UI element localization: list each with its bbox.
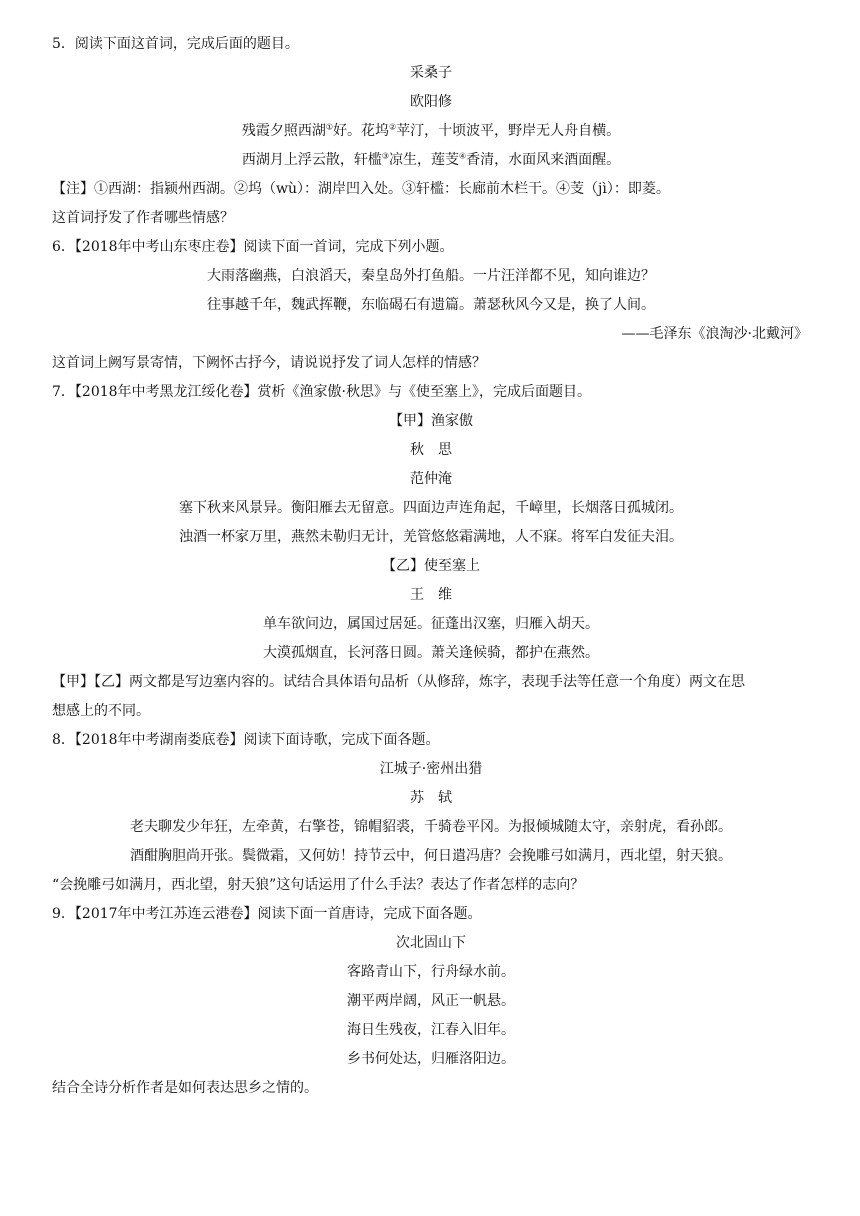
- q7-b-line-1: 单车欲问边，属国过居延。征蓬出汉塞，归雁入胡天。: [263, 616, 599, 632]
- q7-a-line-1: 塞下秋来风景异。衡阳雁去无留意。四面边声连角起，千嶂里，长烟落日孤城闭。: [179, 500, 683, 516]
- q6-question: 这首词上阙写景寄情，下阙怀古抒今，请说说抒发了词人怎样的情感？: [52, 355, 486, 371]
- q8-author: 苏 轼: [410, 790, 452, 806]
- q5-l1-b: 好。花坞: [333, 123, 389, 139]
- q8-poem-line-2: 酒酣胸胆尚开张。鬓微霜，又何妨！持节云中，何日遣冯唐？会挽雕弓如满月，西北望，射天狼。: [130, 848, 732, 864]
- footnote-marker: ②: [389, 122, 397, 132]
- q5-l1-c: 苹汀，十顷波平，野岸无人舟自横。: [396, 123, 621, 139]
- q6-poem-line-2: 往事越千年，魏武挥鞭，东临碣石有遗篇。萧瑟秋风今又是，换了人间。: [207, 297, 655, 313]
- q5-l1-a: 残霞夕照西湖: [241, 123, 326, 139]
- q9-poem-title: 次北固山下: [396, 935, 466, 951]
- q9-poem-line-3: 海日生残夜，江春入旧年。: [347, 1022, 515, 1038]
- q6-poem-line-1: 大雨落幽燕，白浪滔天，秦皇岛外打鱼船。一片汪洋都不见，知向谁边？: [207, 268, 655, 284]
- footnote-marker: ④: [459, 151, 467, 161]
- footnote-marker: ③: [381, 151, 389, 161]
- q5-l2-a: 西湖月上浮云散，轩槛: [241, 152, 382, 168]
- q7-a-author: 范仲淹: [410, 471, 452, 487]
- q7-b-line-2: 大漠孤烟直，长河落日圆。萧关逢候骑，都护在燕然。: [263, 645, 599, 661]
- q8-poem-title: 江城子·密州出猎: [379, 761, 483, 777]
- q8-prompt: 8．【2018年中考湖南娄底卷】阅读下面诗歌，完成下面各题。: [52, 732, 440, 748]
- q9-poem-line-4: 乡书何处达，归雁洛阳边。: [347, 1051, 515, 1067]
- q7-question-line-2: 想感上的不同。: [52, 703, 150, 719]
- q7-question-line-1: 【甲】【乙】两文都是写边塞内容的。试结合具体语句品析（从修辞，炼字，表现手法等任意一个角度）两文在思: [52, 674, 745, 690]
- q9-poem-line-1: 客路青山下，行舟绿水前。: [347, 964, 515, 980]
- q5-l2-c: 香清，水面风来酒面醒。: [466, 152, 621, 168]
- q7-prompt: 7．【2018年中考黑龙江绥化卷】赏析《渔家傲·秋思》与《使至塞上》，完成后面题目。: [52, 384, 591, 400]
- q5-poem-line-2: [52, 146, 810, 175]
- q6-attribution: ——毛泽东《浪淘沙·北戴河》: [621, 326, 808, 342]
- q5-poem-title: 采桑子: [410, 65, 452, 81]
- q9-poem-line-2: 潮平两岸阔，风正一帆悬。: [347, 993, 515, 1009]
- q9-prompt: 9．【2017年中考江苏连云港卷】阅读下面一首唐诗，完成下面各题。: [52, 906, 482, 922]
- q7-b-label: 【乙】使至塞上: [382, 558, 480, 574]
- q7-b-author: 王 维: [410, 587, 452, 603]
- q5-l2-b: 凉生，莲芰: [389, 152, 459, 168]
- q5-poem-line-1: [52, 117, 810, 146]
- q5-author: 欧阳修: [410, 94, 452, 110]
- q9-question: 结合全诗分析作者是如何表达思乡之情的。: [52, 1080, 318, 1096]
- q7-a-subtitle: 秋 思: [410, 442, 452, 458]
- q6-prompt: 6．【2018年中考山东枣庄卷】阅读下面一首词，完成下列小题。: [52, 239, 454, 255]
- q8-question: “会挽雕弓如满月，西北望，射天狼”这句话运用了什么手法？表达了作者怎样的志向？: [52, 877, 585, 893]
- q7-a-label: 【甲】渔家傲: [389, 413, 473, 429]
- footnote-marker: ①: [325, 122, 333, 132]
- q5-prompt: 5．阅读下面这首词，完成后面的题目。: [52, 36, 299, 52]
- q8-poem-line-1: 老夫聊发少年狂，左牵黄，右擎苍，锦帽貂裘，千骑卷平冈。为报倾城随太守，亲射虎，看孙郎。: [130, 819, 732, 835]
- q7-a-line-2: 浊酒一杯家万里，燕然未勒归无计，羌管悠悠霜满地，人不寐。将军白发征夫泪。: [179, 529, 683, 545]
- q5-note: 【注】①西湖：指颍州西湖。②坞（wù）：湖岸凹入处。③轩槛：长廊前木栏干。④芰（jì）：即菱。: [52, 181, 670, 197]
- q5-question: 这首词抒发了作者哪些情感？: [52, 210, 234, 226]
